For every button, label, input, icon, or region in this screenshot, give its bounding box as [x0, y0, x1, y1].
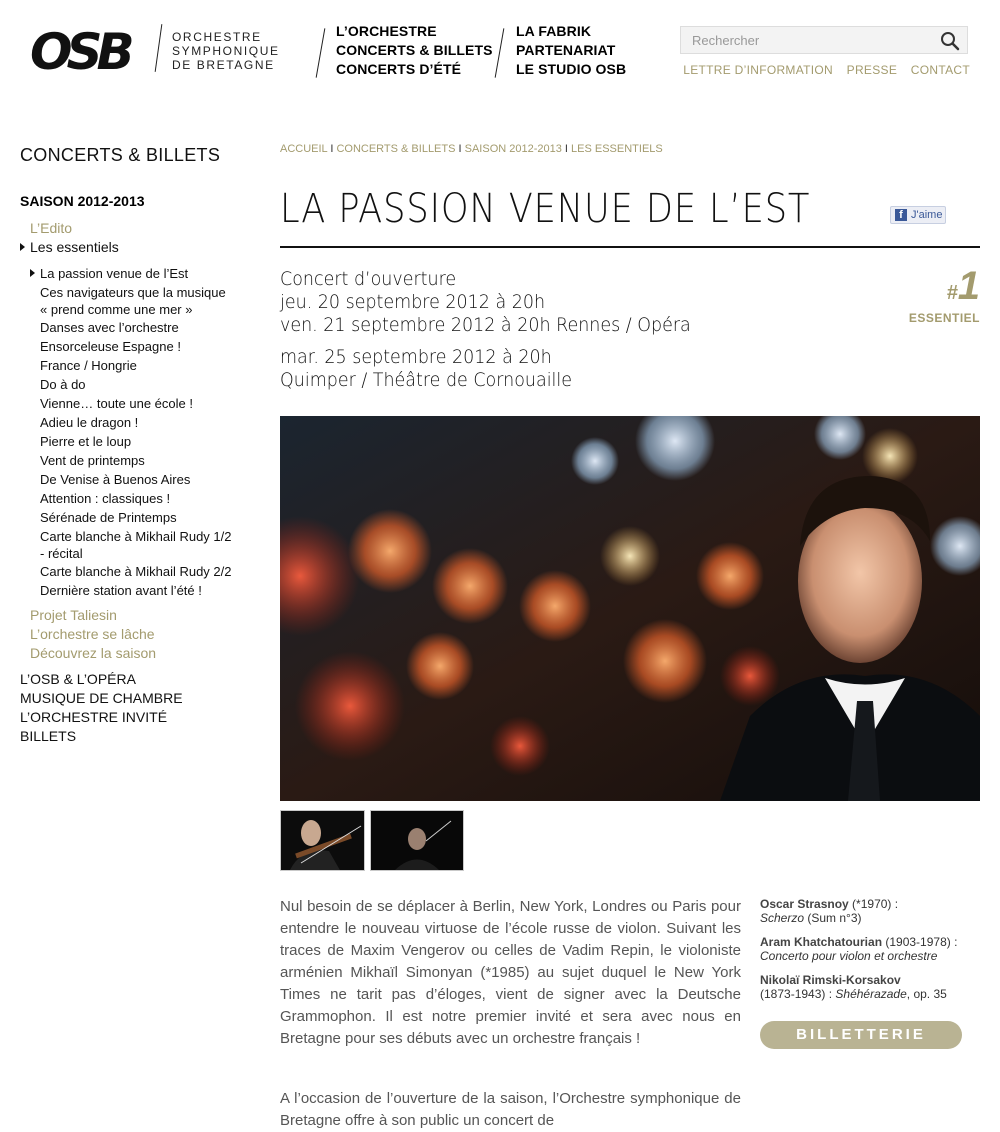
- sidebar-concert-item[interactable]: Carte blanche à Mikhail Rudy 2/2: [40, 564, 232, 579]
- work-title: Shéhérazade: [835, 987, 907, 1001]
- work-extra: (Sum n°3): [804, 911, 862, 925]
- nav-divider: [495, 28, 505, 77]
- billetterie-button[interactable]: BILLETTERIE: [760, 1021, 962, 1049]
- sidebar-concert-item[interactable]: Pierre et le loup: [40, 434, 132, 449]
- sidebar-concert-item[interactable]: Vent de printemps: [40, 453, 145, 468]
- logo-line: ORCHESTRE: [172, 30, 262, 44]
- body-paragraph: A l’occasion de l’ouverture de la saison, l’Orchestre symphonique de Bretagne offre à son public un concert de: [280, 1090, 741, 1129]
- facebook-icon: f: [895, 209, 907, 221]
- sidebar-concert-item[interactable]: Sérénade de Printemps: [40, 510, 177, 525]
- search-icon[interactable]: [940, 31, 960, 51]
- osb-logo[interactable]: [30, 22, 152, 76]
- sidebar-billets[interactable]: BILLETS: [20, 728, 77, 744]
- nav-fabrik[interactable]: LA FABRIK: [516, 23, 592, 39]
- sidebar-orchestre-invite[interactable]: L’ORCHESTRE INVITÉ: [20, 709, 168, 725]
- sidebar-concert-item[interactable]: Danses avec l’orchestre: [40, 320, 179, 335]
- breadcrumb-saison[interactable]: SAISON 2012-2013: [464, 143, 562, 155]
- sidebar-concert-item[interactable]: Vienne… toute une école !: [40, 396, 193, 411]
- work-title: Concerto pour violon et orchestre: [760, 949, 938, 963]
- facebook-like-button[interactable]: [890, 206, 946, 224]
- sidebar-edito[interactable]: L’Edito: [30, 220, 73, 236]
- work-extra: , op. 35: [906, 987, 947, 1001]
- breadcrumb-concerts[interactable]: CONCERTS & BILLETS: [336, 143, 456, 155]
- essentiel-label: ESSENTIEL: [908, 311, 980, 325]
- sidebar-concert-item[interactable]: « prend comme une mer »: [40, 302, 193, 317]
- nav-divider: [316, 28, 326, 77]
- main-nav-col2: [516, 22, 626, 79]
- sidebar-concert-item[interactable]: Dernière station avant l’été !: [40, 583, 202, 598]
- search-box: [680, 26, 968, 54]
- composer-dates: (1903-1978) :: [882, 935, 958, 949]
- sidebar-concert-item[interactable]: - récital: [40, 546, 83, 561]
- sidebar-concert-item[interactable]: De Venise à Buenos Aires: [40, 472, 191, 487]
- link-newsletter[interactable]: LETTRE D’INFORMATION: [683, 63, 833, 77]
- program-item: [760, 973, 980, 1001]
- breadcrumb-essentiels[interactable]: LES ESSENTIELS: [571, 143, 663, 155]
- sidebar-concert-item[interactable]: Ces navigateurs que la musique: [40, 285, 226, 300]
- nav-concerts-billets[interactable]: CONCERTS & BILLETS: [336, 42, 493, 58]
- link-contact[interactable]: CONTACT: [910, 63, 970, 77]
- sidebar-osb-opera[interactable]: L’OSB & L’OPÉRA: [20, 671, 136, 687]
- sidebar-musique-chambre[interactable]: MUSIQUE DE CHAMBRE: [20, 690, 183, 706]
- composer-name: Oscar Strasnoy: [760, 897, 849, 911]
- hero-photo: [280, 416, 980, 801]
- work-title: Scherzo: [760, 911, 805, 925]
- essentiel-hash: #: [946, 282, 958, 304]
- search-input[interactable]: [681, 27, 932, 53]
- concert-type: Concert d’ouverture: [280, 268, 457, 290]
- expanded-arrow-icon: [20, 243, 25, 251]
- main-nav-col1: [336, 22, 493, 79]
- program-item: [760, 897, 980, 925]
- concert-date: jeu. 20 septembre 2012 à 20h: [280, 291, 546, 313]
- composer-name: Aram Khatchatourian: [760, 935, 883, 949]
- logo-divider: [155, 24, 163, 72]
- breadcrumb-accueil[interactable]: ACCUEIL: [280, 143, 328, 155]
- composer-dates: (*1970) :: [848, 897, 899, 911]
- nav-orchestre[interactable]: L’ORCHESTRE: [336, 23, 437, 39]
- page-title: LA PASSION VENUE DE L’EST: [280, 186, 811, 232]
- sidebar-concert-item[interactable]: Adieu le dragon !: [40, 415, 139, 430]
- sidebar-essentiels[interactable]: Les essentiels: [30, 239, 119, 255]
- concert-date: ven. 21 septembre 2012 à 20h Rennes / Opéra: [280, 314, 691, 336]
- sidebar-orchestre-lache[interactable]: L’orchestre se lâche: [30, 626, 155, 642]
- breadcrumb: ACCUEIL I CONCERTS & BILLETS I SAISON 2012-2013 I LES ESSENTIELS: [280, 143, 663, 155]
- logo-mark-text: OSB: [30, 23, 129, 76]
- gallery-thumbnail[interactable]: [370, 810, 464, 871]
- concert-date: mar. 25 septembre 2012 à 20h: [280, 346, 552, 368]
- logo-line: SYMPHONIQUE: [172, 44, 280, 58]
- sidebar-concert-item[interactable]: Do à do: [40, 377, 86, 392]
- logo-line: DE BRETAGNE: [172, 58, 275, 72]
- body-paragraph: Nul besoin de se déplacer à Berlin, New York, Londres ou Paris pour entendre le nouveau virtuose de l’école russe de violon. Suivant les traces de Maxim Vengerov ou celles de Vadim Repin, le violoniste arménien Mikhaïl Simonyan (*1985) au sujet duquel le New York Times ne tarit pas d’éloges, vient de signer avec la Deutsche Grammophon. Il est notre premier invité et sera avec nous en Bretagne pour ses débuts avec un orchestre français !: [280, 898, 741, 1047]
- nav-studio-osb[interactable]: LE STUDIO OSB: [516, 61, 627, 77]
- sidebar-decouvrez-saison[interactable]: Découvrez la saison: [30, 645, 157, 661]
- concert-venue: Quimper / Théâtre de Cornouaille: [280, 369, 573, 391]
- sidebar-concert-item[interactable]: Attention : classiques !: [40, 491, 171, 506]
- sidebar-concert-item[interactable]: Ensorceleuse Espagne !: [40, 339, 181, 354]
- sidebar-concert-item[interactable]: La passion venue de l’Est: [40, 266, 189, 281]
- utility-links: [673, 63, 970, 77]
- sidebar-concert-item[interactable]: France / Hongrie: [40, 358, 137, 373]
- sidebar-season[interactable]: SAISON 2012-2013: [20, 193, 145, 209]
- nav-partenariat[interactable]: PARTENARIAT: [516, 42, 616, 58]
- essentiel-digit: 1: [957, 264, 980, 308]
- composer-dates: (1873-1943) :: [760, 987, 836, 1001]
- sidebar-projet-taliesin[interactable]: Projet Taliesin: [30, 607, 117, 623]
- sidebar-concert-item[interactable]: Carte blanche à Mikhail Rudy 1/2: [40, 529, 232, 544]
- current-arrow-icon: [30, 269, 35, 277]
- gallery-thumbnail[interactable]: [280, 810, 365, 871]
- composer-name: Nikolaï Rimski-Korsakov: [760, 973, 901, 987]
- title-divider: [280, 246, 980, 248]
- essentiel-number: [947, 264, 980, 309]
- link-presse[interactable]: PRESSE: [846, 63, 898, 77]
- nav-concerts-ete[interactable]: CONCERTS D’ÉTÉ: [336, 61, 462, 77]
- logo-wordmark: [172, 30, 280, 72]
- like-label: J'aime: [911, 209, 943, 221]
- program-item: [760, 935, 980, 963]
- sidebar-title: CONCERTS & BILLETS: [20, 145, 221, 165]
